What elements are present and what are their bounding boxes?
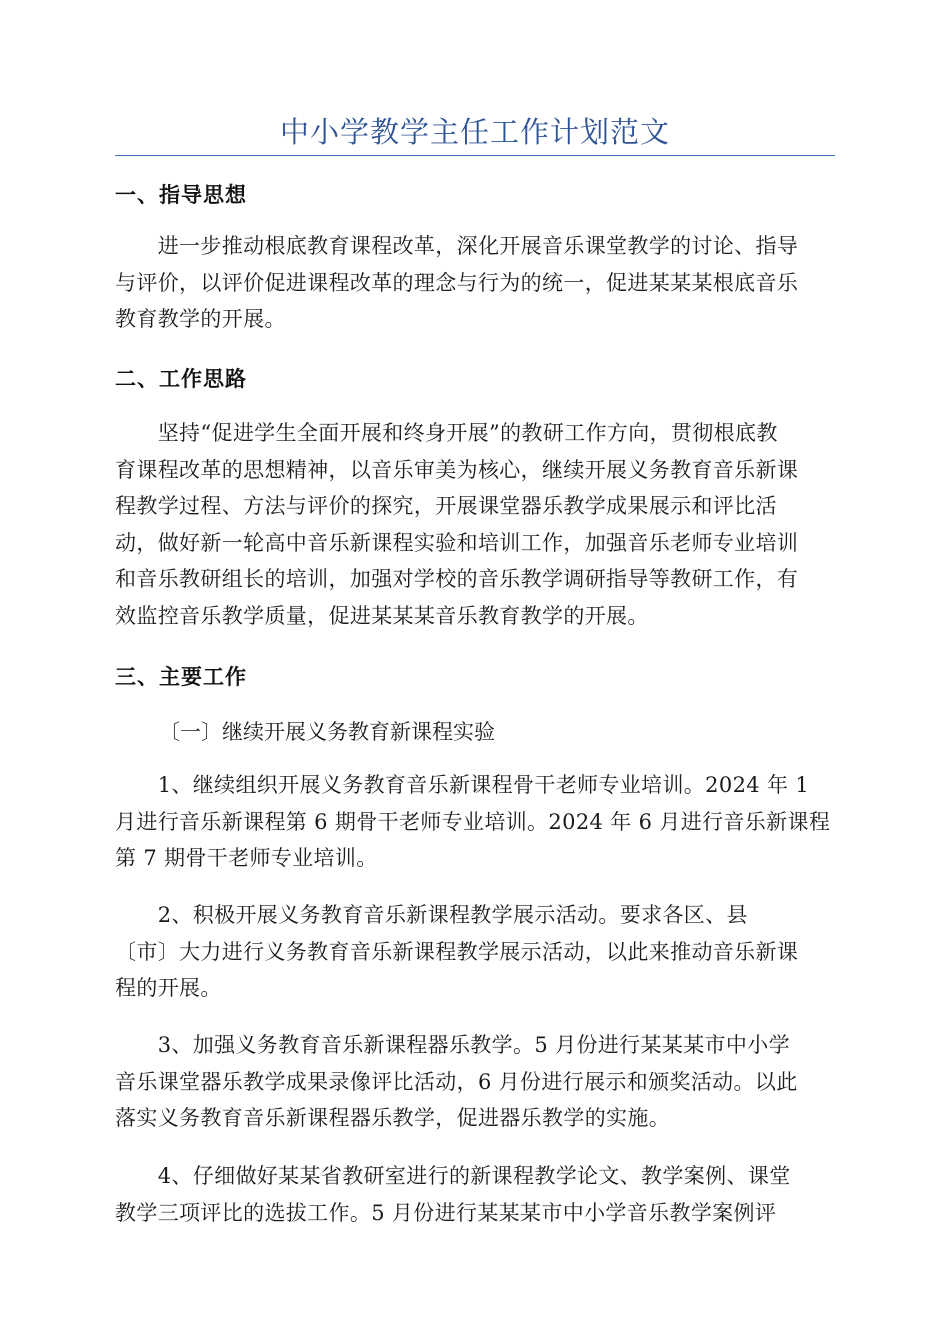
paragraph-line: 程的开展。 — [115, 976, 222, 1000]
document-title: 中小学教学主任工作计划范文 — [279, 115, 670, 149]
section-heading: 三、主要工作 — [115, 665, 247, 689]
paragraph-line: 教育教学的开展。 — [115, 307, 286, 331]
section-paragraph — [115, 228, 835, 338]
list-item — [115, 1158, 835, 1231]
paragraph-line: 与评价，以评价促进课程改革的理念与行为的统一，促进某某某根底音乐 — [115, 270, 799, 295]
paragraph-line: 音乐课堂器乐教学成果录像评比活动，6 月份进行展示和颁奖活动。以此 — [115, 1069, 798, 1094]
paragraph-line: 程教学过程、方法与评价的探究，开展课堂器乐教学成果展示和评比活 — [115, 494, 777, 518]
paragraph-line: 教学三项评比的选拔工作。5 月份进行某某某市中小学音乐教学案例评 — [115, 1200, 777, 1225]
list-item — [115, 897, 835, 1007]
paragraph-line: 1、继续组织开展义务教育音乐新课程骨干老师专业培训。2024 年 1 — [115, 773, 810, 797]
paragraph-line: 4、仔细做好某某省教研室进行的新课程教学论文、教学案例、课堂 — [115, 1164, 791, 1188]
paragraph-line: 进一步推动根底教育课程改革，深化开展音乐课堂教学的讨论、指导 — [115, 234, 799, 258]
paragraph-line: 落实义务教育音乐新课程器乐教学，促进器乐教学的实施。 — [115, 1106, 671, 1130]
section-heading: 一、指导思想 — [115, 183, 247, 207]
paragraph-line: 〔市〕大力进行义务教育音乐新课程教学展示活动，以此来推动音乐新课 — [115, 939, 799, 964]
paragraph-line: 3、加强义务教育音乐新课程器乐教学。5 月份进行某某某市中小学 — [115, 1033, 790, 1057]
paragraph-line: 效监控音乐教学质量，促进某某某音乐教育教学的开展。 — [115, 603, 649, 628]
paragraph-line: 育课程改革的思想精神，以音乐审美为核心，继续开展义务教育音乐新课 — [115, 457, 799, 482]
paragraph-line: 月进行音乐新课程第 6 期骨干老师专业培训。2024 年 6 月进行音乐新课程 — [115, 809, 831, 834]
section-heading: 二、工作思路 — [115, 367, 247, 391]
paragraph-line: 第 7 期骨干老师专业培训。 — [115, 846, 378, 870]
list-item — [115, 767, 835, 877]
list-item — [115, 1027, 835, 1137]
title-underline — [115, 155, 835, 156]
subsection-heading: 〔一〕继续开展义务教育新课程实验 — [159, 720, 495, 744]
section-paragraph — [115, 415, 835, 634]
paragraph-line: 2、积极开展义务教育音乐新课程教学展示活动。要求各区、县 — [115, 903, 748, 927]
paragraph-line: 坚持“促进学生全面开展和终身开展”的教研工作方向，贯彻根底教 — [115, 421, 778, 445]
paragraph-line: 和音乐教研组长的培训，加强对学校的音乐教学调研指导等教研工作，有 — [115, 567, 799, 591]
paragraph-line: 动，做好新一轮高中音乐新课程实验和培训工作，加强音乐老师专业培训 — [115, 530, 799, 555]
